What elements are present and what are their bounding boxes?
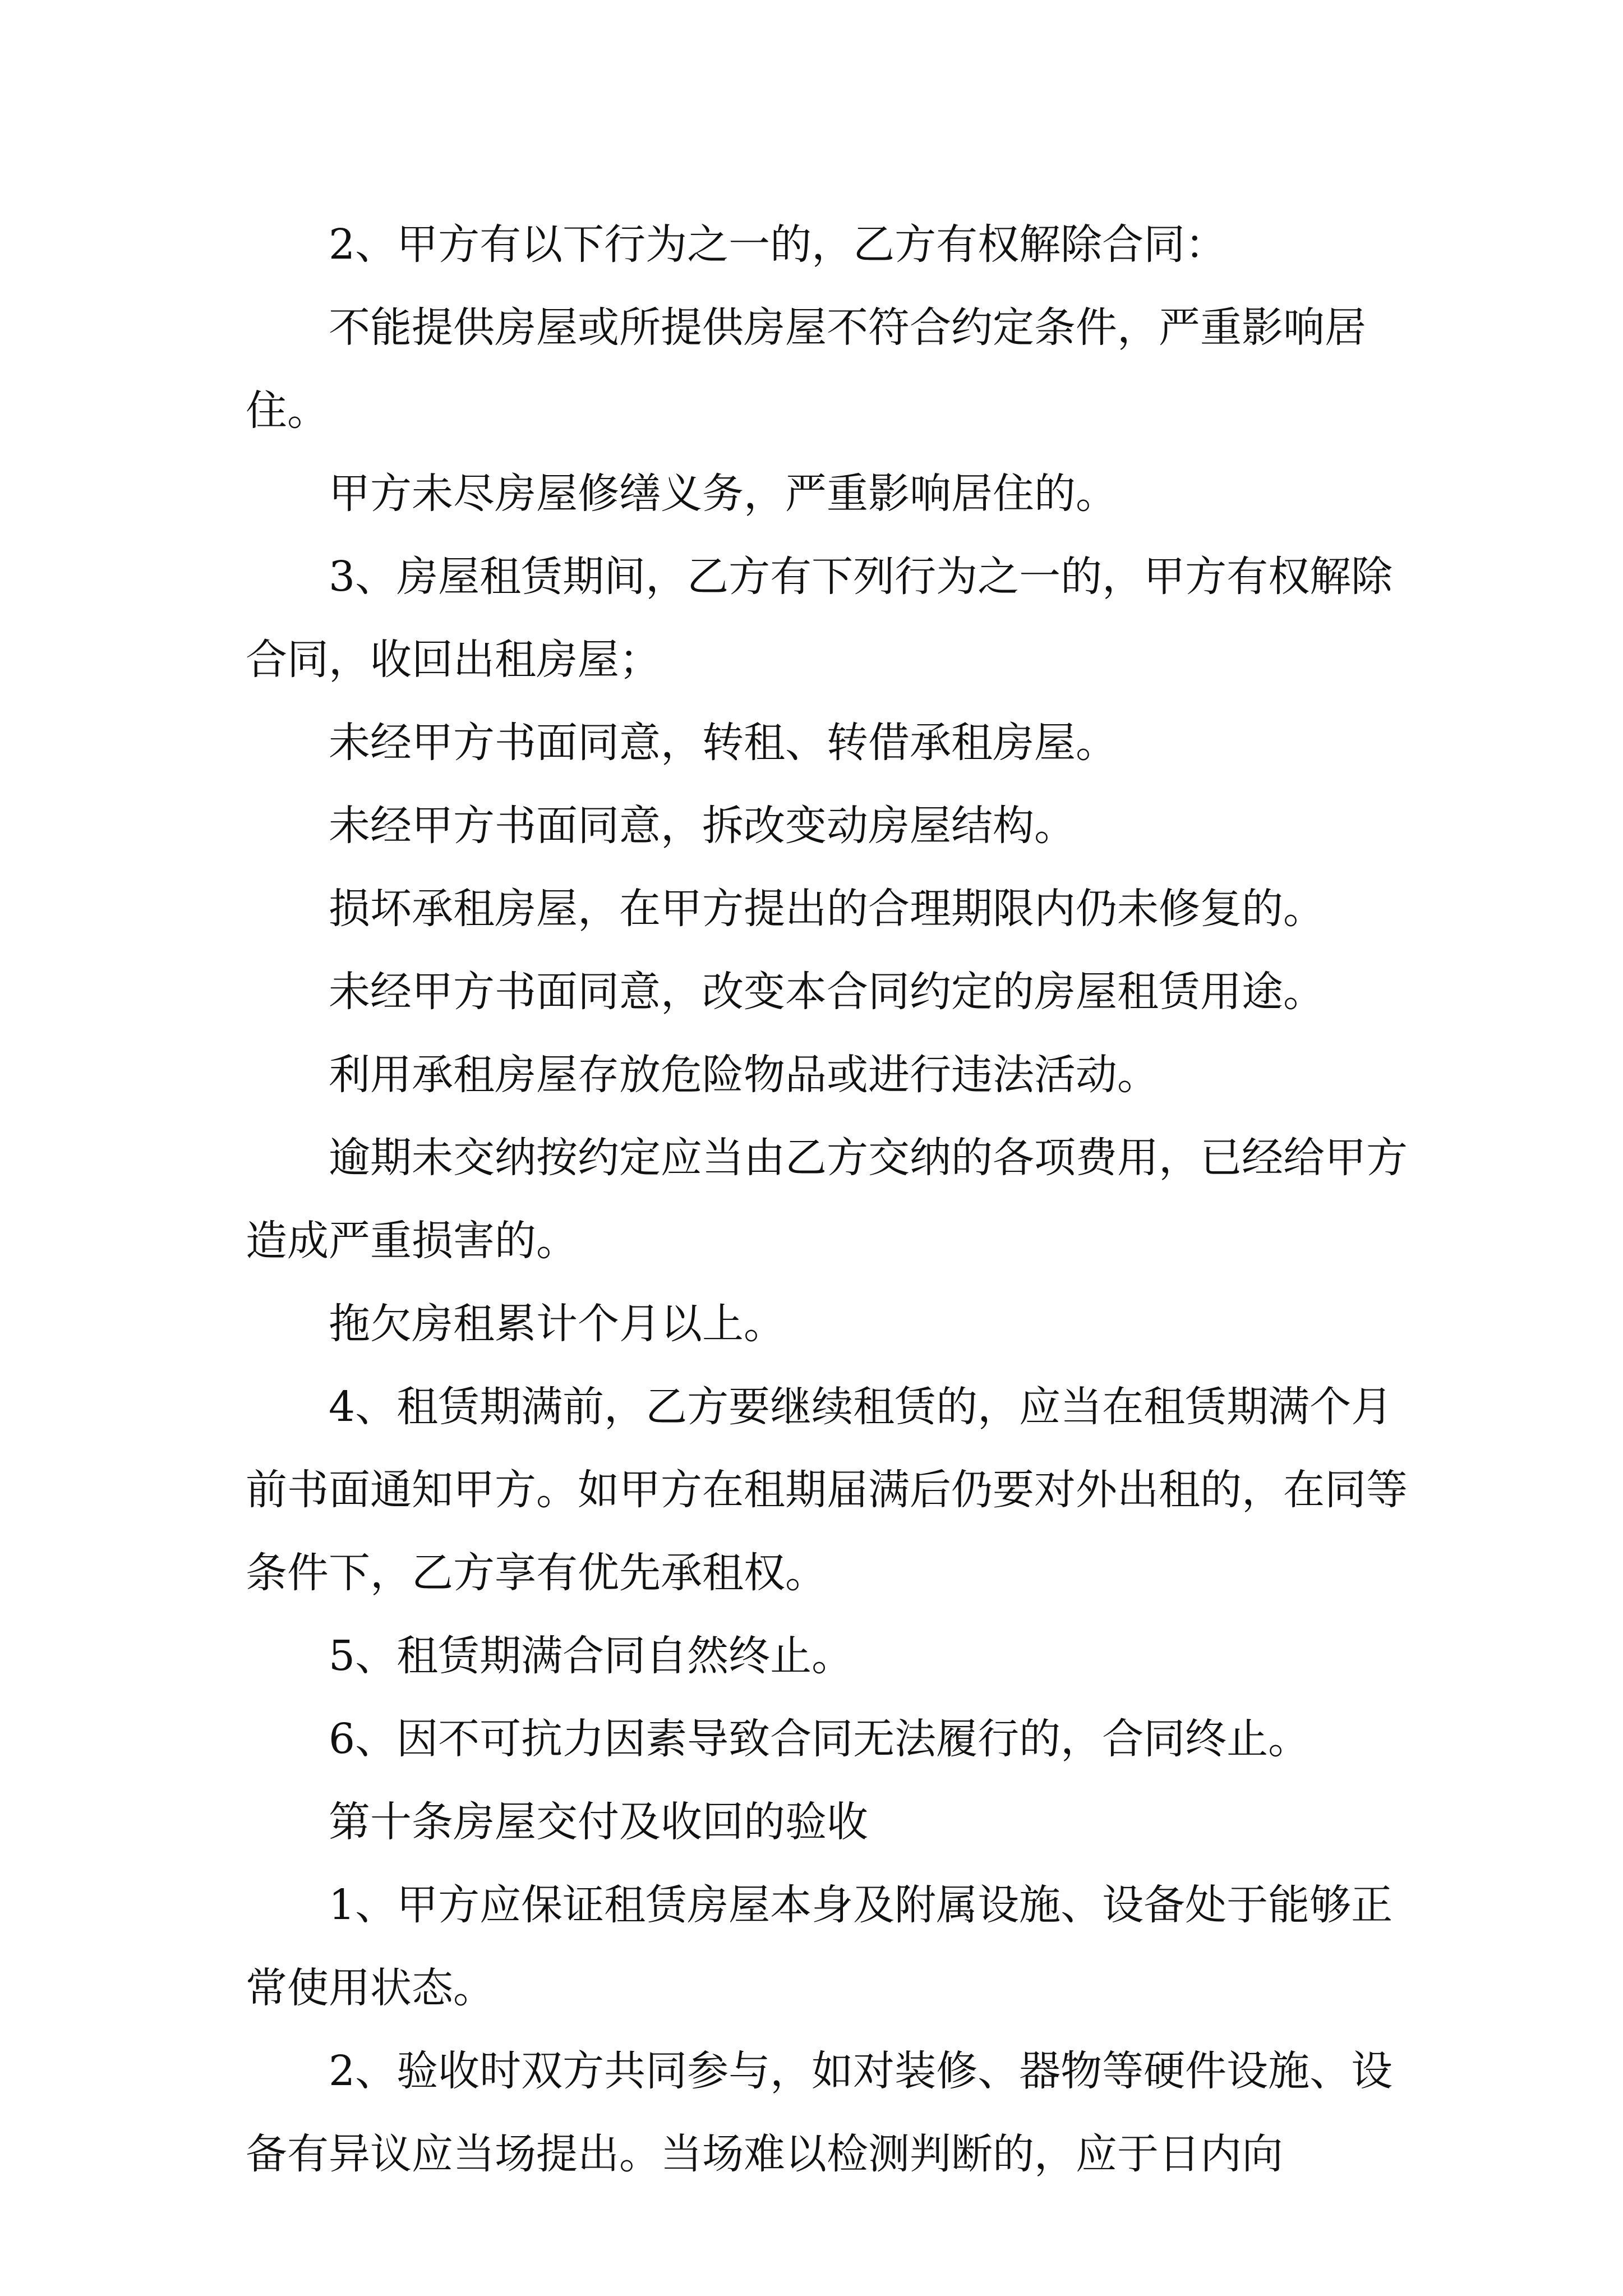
paragraph-item: 损坏承租房屋，在甲方提出的合理期限内仍未修复的。	[329, 885, 1325, 933]
section-heading: 第十条房屋交付及收回的验收	[329, 1798, 868, 1846]
paragraph-expiry: 5、租赁期满合同自然终止。	[329, 1632, 854, 1680]
paragraph-item: 未经甲方书面同意，转租、转借承租房屋。	[329, 719, 1117, 767]
paragraph-item: 甲方未尽房屋修缮义务，严重影响居住的。	[329, 470, 1117, 518]
paragraph-item: 拖欠房租累计个月以上。	[329, 1300, 785, 1348]
paragraph-termination-by-party-a: 3、房屋租赁期间，乙方有下列行为之一的，甲方有权解除合同，收回出租房屋；	[246, 553, 1393, 684]
paragraph-handover-condition: 1、甲方应保证租赁房屋本身及附属设施、设备处于能够正常使用状态。	[246, 1881, 1393, 2012]
paragraph-inspection: 2、验收时双方共同参与，如对装修、器物等硬件设施、设备有异议应当场提出。当场难以检测判断的，应于日内向	[246, 2047, 1393, 2178]
paragraph-item: 利用承租房屋存放危险物品或进行违法活动。	[329, 1051, 1159, 1099]
paragraph-termination-by-party-b: 2、甲方有以下行为之一的，乙方有权解除合同：	[329, 220, 1227, 269]
paragraph-item: 未经甲方书面同意，拆改变动房屋结构。	[329, 802, 1076, 850]
paragraph-renewal: 4、租赁期满前，乙方要继续租赁的，应当在租赁期满个月前书面通知甲方。如甲方在租期届满后仍要对外出租的，在同等条件下，乙方享有优先承租权。	[246, 1383, 1408, 1597]
paragraph-item: 未经甲方书面同意，改变本合同约定的房屋租赁用途。	[329, 968, 1325, 1016]
paragraph-force-majeure: 6、因不可抗力因素导致合同无法履行的，合同终止。	[329, 1715, 1310, 1763]
document-body	[246, 203, 1412, 2196]
paragraph-item: 不能提供房屋或所提供房屋不符合约定条件，严重影响居住。	[246, 303, 1366, 435]
paragraph-item: 逾期未交纳按约定应当由乙方交纳的各项费用，已经给甲方造成严重损害的。	[246, 1134, 1408, 1265]
